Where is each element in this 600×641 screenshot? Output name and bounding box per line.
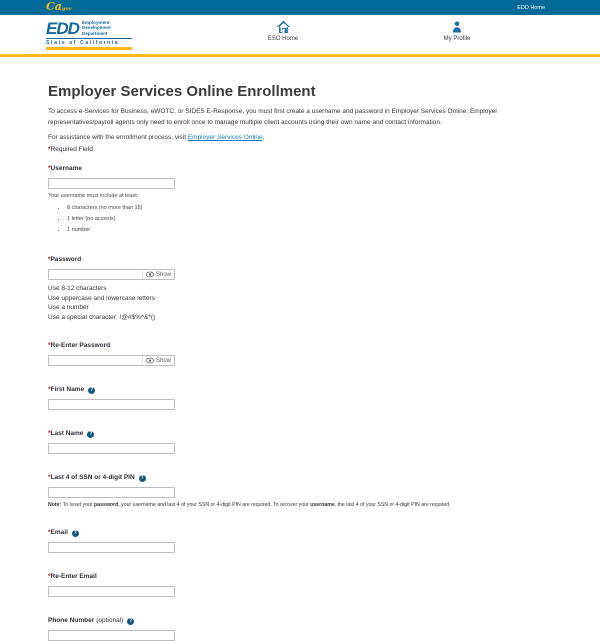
reenter-email-input[interactable] xyxy=(48,586,175,597)
password-hint: Use a special character: !@#$%^&*() xyxy=(48,313,156,321)
ssn-pin-field-group xyxy=(48,474,552,509)
home-icon xyxy=(277,21,290,33)
enrollment-content xyxy=(0,57,600,641)
edd-home-link[interactable]: EDD Home xyxy=(517,4,545,11)
username-requirement-item: • 1 number xyxy=(67,225,552,236)
intro-text: To access e-Services for Business, eWOTC, or SIDES E-Response, you must first create a username and password in Employer Services Online. Employer representatives/payroll agents only need to enroll once to manage multiple client accounts using their own name and contact information. xyxy=(48,108,498,126)
required-asterisk: * xyxy=(48,573,51,580)
phone-field-group xyxy=(48,617,552,641)
first-name-label: * First Name ? xyxy=(48,386,94,393)
ssn-pin-input[interactable] xyxy=(48,487,175,498)
required-asterisk: * xyxy=(48,342,51,349)
last-name-label: * Last Name ? xyxy=(48,430,93,437)
assistance-text xyxy=(48,133,552,143)
edd-logo[interactable] xyxy=(46,20,132,50)
reenter-password-field-group xyxy=(48,342,552,366)
assistance-prefix: For assistance with the enrollment process, visit xyxy=(48,134,188,141)
ssn-pin-note: Note: To reset your password, your username and last 4 of your SSN or 4-digit PIN are required. To recover your username, the last 4 of your SSN or 4-digit PIN are required. xyxy=(48,502,451,508)
reenter-password-label: * Re-Enter Password xyxy=(48,342,111,349)
username-label: * Username xyxy=(48,165,82,172)
password-hint: Use 8-12 characters xyxy=(48,285,107,292)
reenter-password-input-wrap xyxy=(48,355,175,366)
username-input[interactable] xyxy=(48,178,175,189)
first-name-input[interactable] xyxy=(48,399,175,410)
username-hint-title: Your username must include at least: xyxy=(48,193,139,199)
ca-gov-logo-text: Ca xyxy=(46,0,62,13)
username-requirement-item: • 1 letter (no accents) xyxy=(67,214,552,225)
help-icon[interactable]: ? xyxy=(129,617,133,624)
edd-dept-line2: Development xyxy=(81,25,111,31)
edd-state-of-california: State of California xyxy=(46,38,132,46)
utility-bar xyxy=(0,0,600,15)
required-field-label: Required Field xyxy=(50,146,93,153)
required-asterisk: * xyxy=(48,146,51,153)
phone-input[interactable] xyxy=(48,630,175,641)
ssn-pin-label: * Last 4 of SSN or 4-digit PIN ? xyxy=(48,474,144,481)
show-password-label: Show xyxy=(155,271,171,278)
ca-gov-logo[interactable] xyxy=(46,1,72,15)
password-requirements xyxy=(48,284,552,322)
first-name-field-group xyxy=(48,386,552,410)
last-name-input[interactable] xyxy=(48,443,175,454)
password-label: * Password xyxy=(48,256,82,263)
eye-icon xyxy=(146,272,154,277)
password-hint: Use uppercase and lowercase letters xyxy=(48,294,155,302)
password-hint: Use a number xyxy=(48,304,89,311)
help-icon[interactable]: ? xyxy=(73,529,77,536)
nav-my-profile-label: My Profile xyxy=(443,36,471,42)
show-password-button[interactable] xyxy=(142,270,174,279)
phone-label: Phone Number (optional) ? xyxy=(48,617,133,624)
required-asterisk: * xyxy=(48,529,51,536)
edd-acronym: EDD xyxy=(46,19,79,39)
page-title: Employer Services Online Enrollment xyxy=(48,83,316,100)
required-field-note xyxy=(48,145,552,155)
ca-gov-logo-suffix: gov xyxy=(61,5,72,12)
email-input[interactable] xyxy=(48,542,175,553)
show-reenter-password-button[interactable] xyxy=(142,356,174,365)
phone-optional-label: (optional) xyxy=(96,617,124,624)
assistance-suffix: . xyxy=(262,134,265,141)
password-input-wrap xyxy=(48,269,175,280)
edd-logo-gold-bar xyxy=(46,47,132,50)
required-asterisk: * xyxy=(48,430,51,437)
last-name-field-group xyxy=(48,430,552,454)
nav-my-profile[interactable] xyxy=(417,21,497,42)
username-field-group xyxy=(48,165,552,236)
reenter-email-label: * Re-Enter Email xyxy=(48,573,97,580)
help-icon[interactable]: ? xyxy=(89,430,93,437)
required-asterisk: * xyxy=(48,165,51,172)
employer-services-online-link[interactable]: Employer Services Online xyxy=(187,134,263,141)
nav-eso-home[interactable] xyxy=(243,21,323,42)
edd-dept-line3: Department xyxy=(81,30,108,36)
email-label: * Email ? xyxy=(48,529,77,536)
edd-dept-line1: Employment xyxy=(81,20,110,25)
required-asterisk: * xyxy=(48,386,51,393)
eye-icon xyxy=(146,358,154,363)
email-field-group xyxy=(48,529,552,553)
person-icon xyxy=(451,21,463,33)
edd-department-text xyxy=(82,20,111,36)
required-asterisk: * xyxy=(48,256,51,263)
site-header xyxy=(0,15,600,54)
help-icon[interactable]: ? xyxy=(90,386,94,393)
nav-eso-home-label: ESO Home xyxy=(267,36,299,42)
username-requirements-list xyxy=(67,203,552,236)
reenter-email-field-group xyxy=(48,573,552,597)
show-reenter-password-label: Show xyxy=(155,357,171,364)
help-icon[interactable]: ? xyxy=(140,474,144,481)
username-requirement-item: • 8 characters (no more than 15) xyxy=(67,203,552,214)
password-field-group xyxy=(48,256,552,322)
required-asterisk: * xyxy=(48,474,51,481)
edd-logo-top xyxy=(46,19,132,39)
